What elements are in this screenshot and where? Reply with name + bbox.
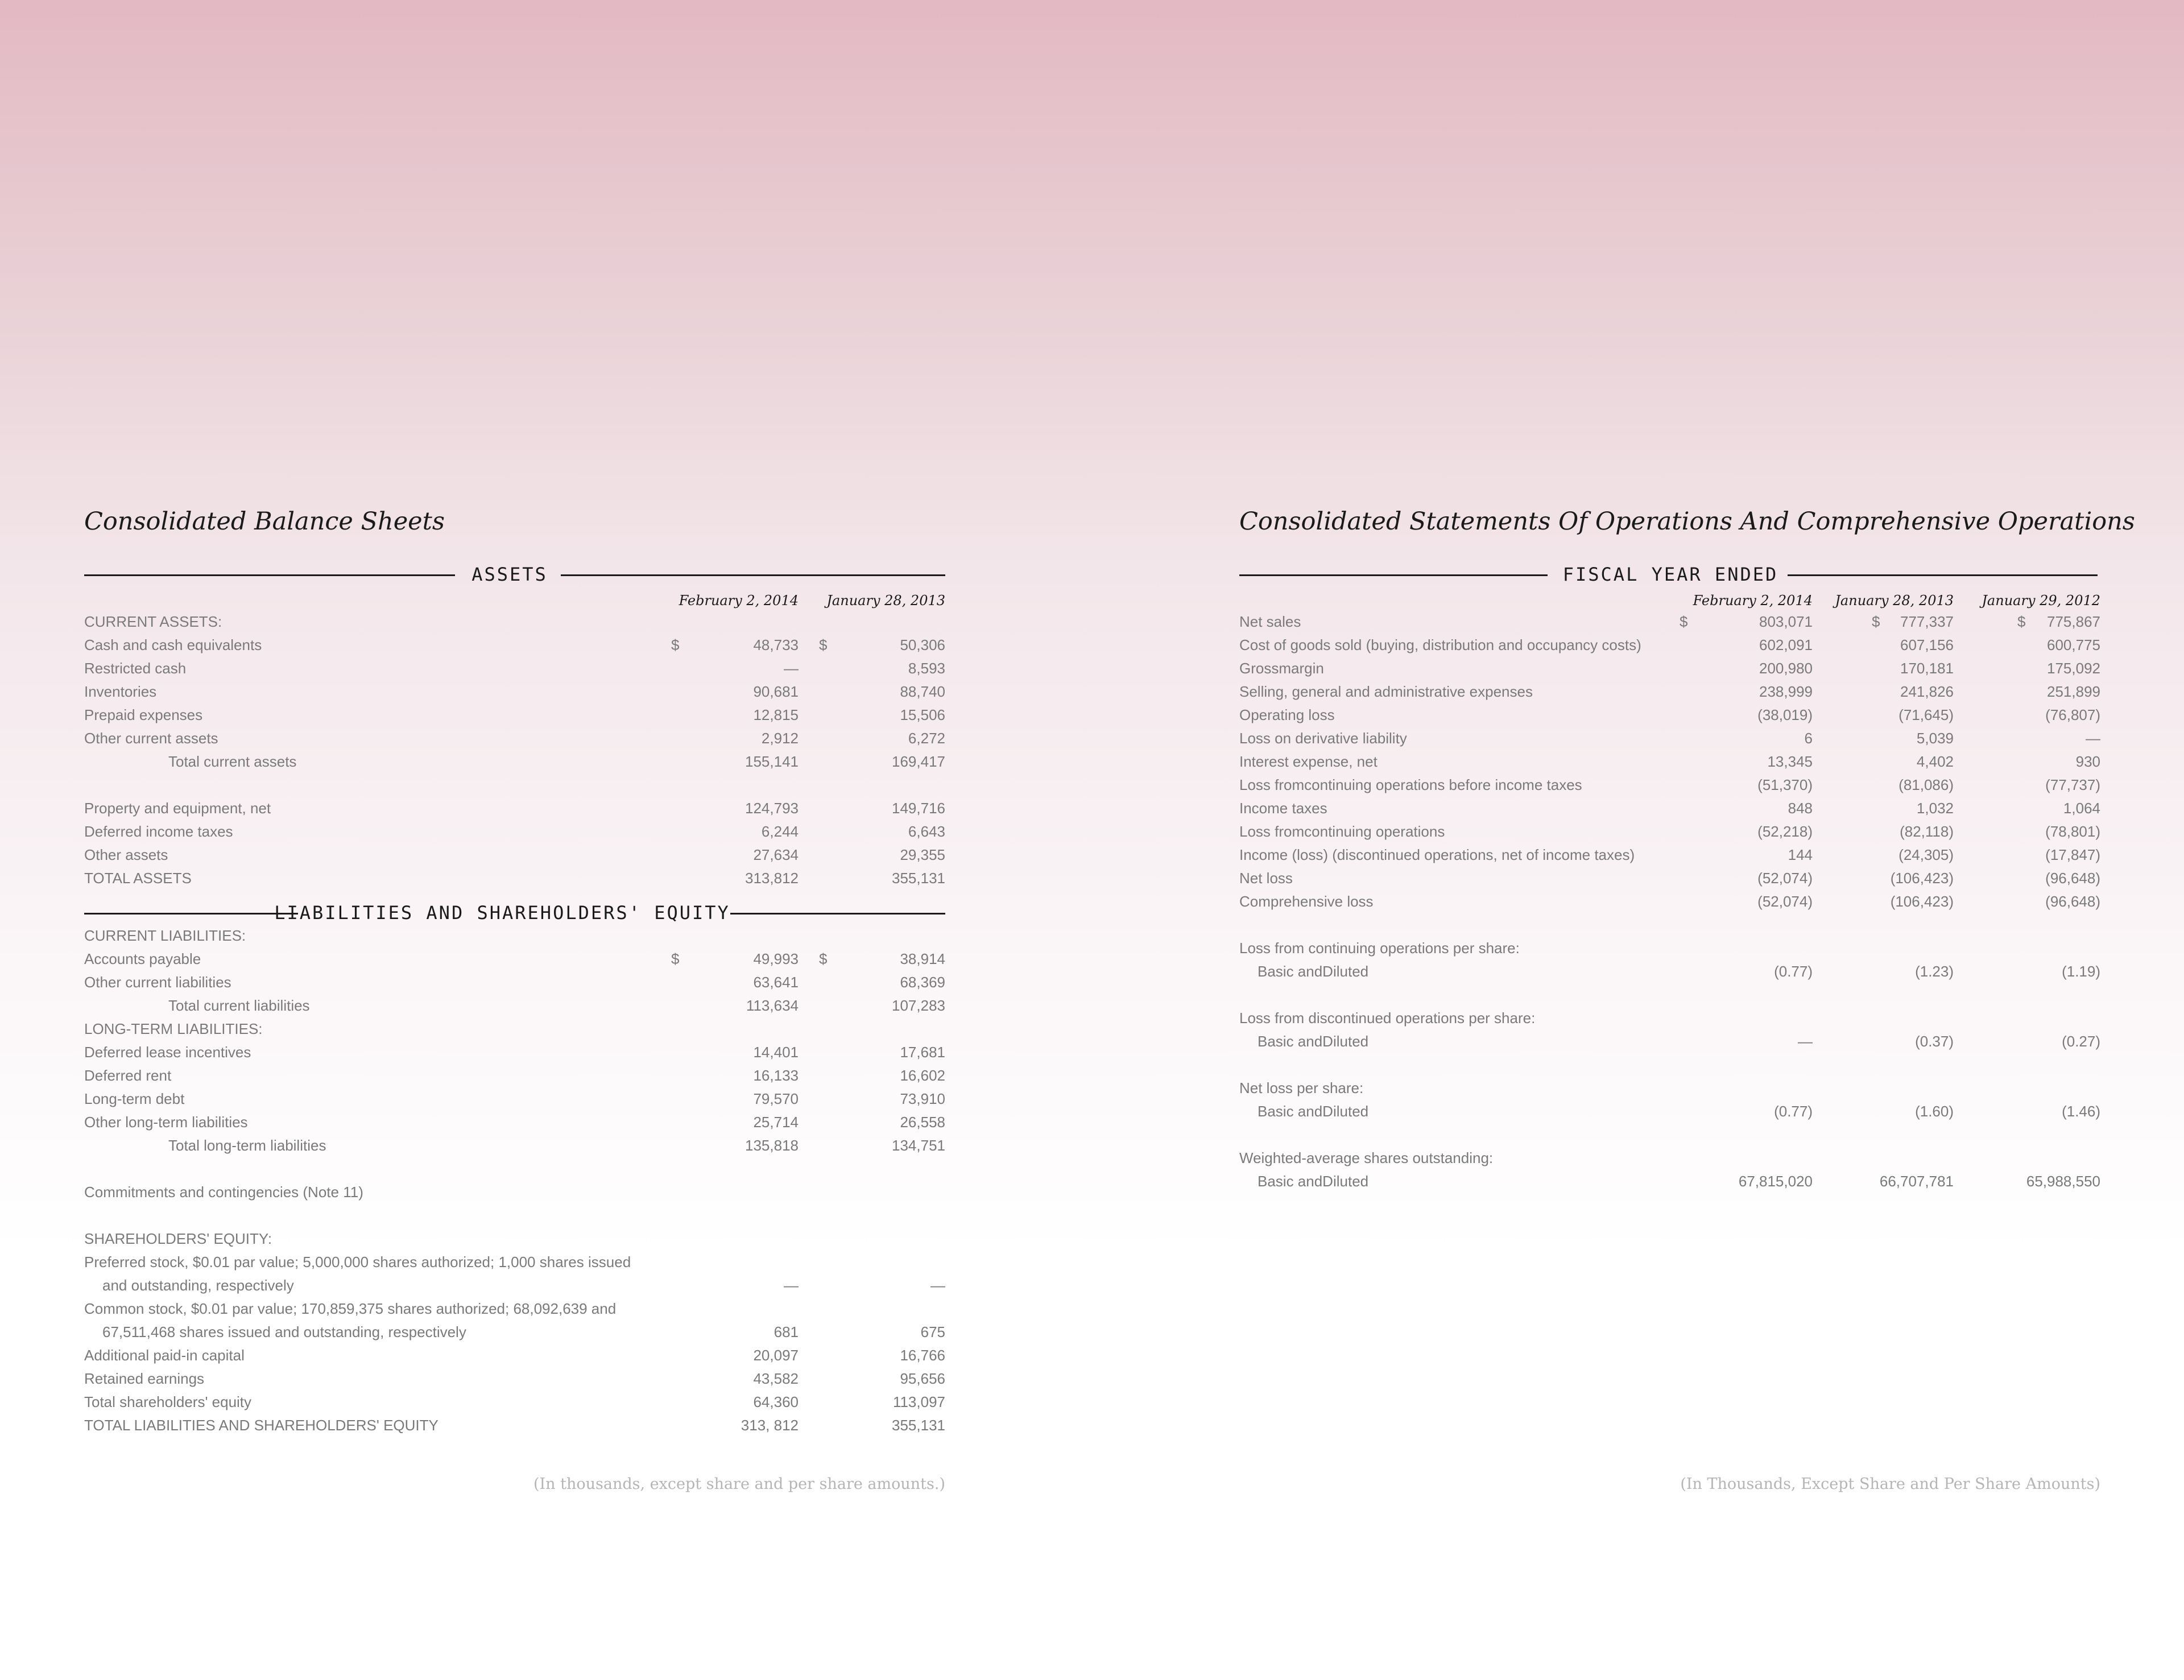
row-label: Loss from continuing operations per share: [1239, 940, 1520, 957]
row-label: Cost of goods sold (buying, distribution and occupancy costs) [1239, 636, 1641, 653]
value-2014: 602,091 [1759, 636, 1813, 653]
value-2014: 135,818 [745, 1137, 799, 1154]
table-row [1239, 820, 2100, 843]
row-label: Total current liabilities [168, 997, 310, 1014]
value-2014: 63,641 [753, 974, 799, 991]
value-2013: 149,716 [892, 800, 945, 817]
rule-right [730, 913, 945, 915]
section-label: LIABILITIES AND SHAREHOLDERS' EQUITY [274, 902, 730, 924]
value-2014: 43,582 [753, 1370, 799, 1387]
table-row [84, 1181, 945, 1204]
currency-symbol: $ [671, 636, 680, 653]
value-2014: (52,074) [1757, 870, 1813, 887]
currency-symbol: $ [1680, 613, 1688, 630]
value-2012: (77,737) [2045, 776, 2100, 793]
table-row [84, 843, 945, 867]
value-2012: (1.46) [2062, 1103, 2100, 1120]
section-label: ASSETS [471, 564, 548, 585]
value-2014: 48,733 [753, 636, 799, 653]
value-2013: 66,707,781 [1879, 1173, 1954, 1190]
value-2014: 848 [1788, 800, 1813, 817]
value-2012: 65,988,550 [2026, 1173, 2100, 1190]
row-label: Selling, general and administrative expenses [1239, 683, 1533, 700]
table-row [1239, 843, 2100, 867]
table-row [84, 971, 945, 994]
value-2013: 675 [920, 1323, 945, 1340]
page-title: Consolidated Balance Sheets [84, 507, 445, 536]
table-row [84, 1321, 945, 1344]
value-2013: 241,826 [1900, 683, 1954, 700]
value-2014: 49,993 [753, 950, 799, 967]
row-label: 67,511,468 shares issued and outstanding, respectively [102, 1323, 466, 1340]
value-2014: 14,401 [753, 1044, 799, 1061]
row-label: Weighted-average shares outstanding: [1239, 1149, 1494, 1166]
value-2013: (82,118) [1900, 823, 1954, 840]
table-row [84, 634, 945, 657]
value-2014: 124,793 [745, 800, 799, 817]
table-row [84, 1367, 945, 1391]
table-row [1239, 634, 2100, 657]
value-2014: 13,345 [1767, 753, 1813, 770]
value-2013: 16,766 [900, 1347, 945, 1364]
value-2013: 777,337 [1900, 613, 1954, 630]
column-header-2013: January 28, 2013 [826, 593, 945, 609]
table-row [84, 1087, 945, 1111]
value-2014: (52,074) [1757, 893, 1813, 910]
value-2013: 607,156 [1900, 636, 1954, 653]
row-label: Cash and cash equivalents [84, 636, 262, 653]
value-2014: — [784, 660, 799, 677]
footnote: (In thousands, except share and per share amounts.) [533, 1475, 945, 1493]
value-2013: (81,086) [1898, 776, 1954, 793]
value-2012: 1,064 [2063, 800, 2100, 817]
row-label: Additional paid-in capital [84, 1347, 245, 1364]
row-label: SHAREHOLDERS' EQUITY: [84, 1230, 272, 1247]
table-row [84, 1344, 945, 1367]
row-label: Income taxes [1239, 800, 1327, 817]
value-2013: 73,910 [900, 1090, 945, 1107]
row-label: Interest expense, net [1239, 753, 1378, 770]
value-2013: — [930, 1277, 945, 1294]
value-2014: 16,133 [753, 1067, 799, 1084]
table-row [1239, 1147, 2100, 1170]
table-row [84, 994, 945, 1017]
rule-left [1239, 574, 1548, 576]
column-header-2012: January 29, 2012 [1982, 593, 2100, 609]
table-row [1239, 773, 2100, 797]
row-label: Deferred income taxes [84, 823, 233, 840]
value-2013: 355,131 [892, 1417, 945, 1434]
value-2012: (78,801) [2045, 823, 2100, 840]
value-2014: 681 [774, 1323, 799, 1340]
value-2014: 20,097 [753, 1347, 799, 1364]
table-row [84, 867, 945, 890]
row-label: Total long-term liabilities [168, 1137, 326, 1154]
value-2014: 313,812 [745, 870, 799, 887]
row-label: Property and equipment, net [84, 800, 271, 817]
row-label: LONG-TERM LIABILITIES: [84, 1020, 263, 1037]
value-2014: 803,071 [1759, 613, 1813, 630]
value-2013: (106,423) [1890, 893, 1954, 910]
value-2012: (96,648) [2045, 893, 2100, 910]
table-row [84, 680, 945, 704]
value-2012: — [2086, 730, 2100, 747]
row-label: Income (loss) (discontinued operations, net of income taxes) [1239, 846, 1635, 863]
table-row [84, 750, 945, 773]
table-row [84, 610, 945, 634]
row-label: Common stock, $0.01 par value; 170,859,375 shares authorized; 68,092,639 and [84, 1300, 617, 1317]
currency-symbol: $ [671, 950, 680, 967]
row-label: Prepaid expenses [84, 706, 203, 723]
table-row [84, 727, 945, 750]
row-label: Loss on derivative liability [1239, 730, 1407, 747]
value-2012: 600,775 [2047, 636, 2100, 653]
value-2013: (24,305) [1898, 846, 1954, 863]
value-2014: 79,570 [753, 1090, 799, 1107]
row-label: TOTAL ASSETS [84, 870, 192, 887]
row-label: Restricted cash [84, 660, 187, 677]
table-row [1239, 704, 2100, 727]
value-2013: 95,656 [900, 1370, 945, 1387]
value-2012: 930 [2075, 753, 2100, 770]
value-2013: 15,506 [900, 706, 945, 723]
page-title: Consolidated Statements Of Operations And Comprehensive Operations [1239, 507, 2135, 536]
row-label: Loss fromcontinuing operations [1239, 823, 1445, 840]
row-label: Net loss [1239, 870, 1293, 887]
row-label: Net loss per share: [1239, 1079, 1364, 1096]
value-2013: 68,369 [900, 974, 945, 991]
footnote: (In Thousands, Except Share and Per Share Amounts) [1680, 1475, 2100, 1493]
row-label: Total shareholders' equity [84, 1393, 252, 1410]
row-label: Operating loss [1239, 706, 1335, 723]
currency-symbol: $ [819, 950, 828, 967]
row-label: Retained earnings [84, 1370, 205, 1387]
value-2014: 64,360 [753, 1393, 799, 1410]
table-row [84, 924, 945, 947]
table-row [84, 1274, 945, 1297]
table-row [84, 947, 945, 971]
table-row [84, 1134, 945, 1157]
value-2013: 134,751 [892, 1137, 945, 1154]
row-label: TOTAL LIABILITIES AND SHAREHOLDERS' EQUITY [84, 1417, 439, 1434]
row-label: Basic andDiluted [1258, 1033, 1369, 1050]
row-label: Other assets [84, 846, 168, 863]
rule-left [84, 574, 455, 576]
value-2014: 6,244 [761, 823, 799, 840]
rule-right [1788, 574, 2098, 576]
table-row [1239, 750, 2100, 773]
value-2014: 238,999 [1759, 683, 1813, 700]
column-header-2014: February 2, 2014 [679, 593, 799, 609]
table-row [84, 1227, 945, 1251]
row-label: Total current assets [168, 753, 297, 770]
column-header-2014: February 2, 2014 [1693, 593, 1813, 609]
value-2012: (0.27) [2062, 1033, 2100, 1050]
value-2013: 29,355 [900, 846, 945, 863]
value-2013: 355,131 [892, 870, 945, 887]
table-row [1239, 610, 2100, 634]
table-row [84, 1391, 945, 1414]
fiscal-year-header [1239, 563, 2100, 586]
value-2014: 155,141 [745, 753, 799, 770]
table-row [84, 797, 945, 820]
table-row [1239, 797, 2100, 820]
value-2012: 775,867 [2047, 613, 2100, 630]
table-row [1239, 1007, 2100, 1030]
table-row [1239, 1100, 2100, 1123]
row-label: Preferred stock, $0.01 par value; 5,000,000 shares authorized; 1,000 shares issued [84, 1253, 631, 1271]
row-label: Long-term debt [84, 1090, 185, 1107]
row-label: Loss from discontinued operations per share: [1239, 1009, 1536, 1027]
table-row [84, 1111, 945, 1134]
table-row [84, 1064, 945, 1087]
value-2014: 200,980 [1759, 660, 1813, 677]
value-2014: (51,370) [1757, 776, 1813, 793]
value-2013: (71,645) [1898, 706, 1954, 723]
row-label: Other long-term liabilities [84, 1114, 248, 1131]
table-row [1239, 680, 2100, 704]
value-2013: (1.23) [1915, 963, 1954, 980]
value-2014: (0.77) [1774, 1103, 1813, 1120]
value-2013: 5,039 [1916, 730, 1954, 747]
rule-left [84, 913, 298, 915]
table-row [1239, 937, 2100, 960]
value-2012: 251,899 [2047, 683, 2100, 700]
table-row [1239, 1170, 2100, 1193]
row-label: Commitments and contingencies (Note 11) [84, 1184, 363, 1201]
section-label: FISCAL YEAR ENDED [1562, 564, 1778, 585]
row-label: Deferred lease incentives [84, 1044, 251, 1061]
table-row [84, 1017, 945, 1041]
value-2014: 90,681 [753, 683, 799, 700]
table-row [1239, 727, 2100, 750]
value-2012: (1.19) [2062, 963, 2100, 980]
table-row [1239, 1030, 2100, 1053]
value-2013: 4,402 [1916, 753, 1954, 770]
value-2012: 175,092 [2047, 660, 2100, 677]
value-2012: (96,648) [2045, 870, 2100, 887]
value-2014: 27,634 [753, 846, 799, 863]
row-label: Other current assets [84, 730, 218, 747]
value-2014: 12,815 [753, 706, 799, 723]
table-row [1239, 960, 2100, 983]
value-2014: (52,218) [1757, 823, 1813, 840]
table-row [84, 657, 945, 680]
value-2013: 26,558 [900, 1114, 945, 1131]
value-2013: 169,417 [892, 753, 945, 770]
value-2014: 313, 812 [741, 1417, 799, 1434]
value-2013: (1.60) [1915, 1103, 1954, 1120]
table-row [1239, 1077, 2100, 1100]
value-2013: 1,032 [1916, 800, 1954, 817]
table-row [1239, 867, 2100, 890]
table-row [84, 820, 945, 843]
currency-symbol: $ [2017, 613, 2026, 630]
value-2013: 16,602 [900, 1067, 945, 1084]
value-2013: 107,283 [892, 997, 945, 1014]
value-2012: (76,807) [2045, 706, 2100, 723]
row-label: Other current liabilities [84, 974, 231, 991]
table-row [1239, 657, 2100, 680]
value-2013: 38,914 [900, 950, 945, 967]
row-label: Basic andDiluted [1258, 1173, 1369, 1190]
row-label: CURRENT LIABILITIES: [84, 927, 246, 944]
rule-right [561, 574, 945, 576]
row-label: Basic andDiluted [1258, 963, 1369, 980]
value-2013: (0.37) [1915, 1033, 1954, 1050]
table-row [84, 1041, 945, 1064]
value-2013: 88,740 [900, 683, 945, 700]
row-label: Loss fromcontinuing operations before income taxes [1239, 776, 1582, 793]
assets-section-header [84, 563, 945, 586]
row-label: Grossmargin [1239, 660, 1324, 677]
value-2013: 6,643 [908, 823, 945, 840]
table-row [84, 1297, 945, 1321]
value-2013: 113,097 [892, 1393, 945, 1410]
value-2014: — [784, 1277, 799, 1294]
value-2014: 144 [1788, 846, 1813, 863]
currency-symbol: $ [819, 636, 828, 653]
value-2013: 50,306 [900, 636, 945, 653]
value-2013: 170,181 [1900, 660, 1954, 677]
column-header-2013: January 28, 2013 [1835, 593, 1954, 609]
row-label: Net sales [1239, 613, 1301, 630]
value-2014: (0.77) [1774, 963, 1813, 980]
value-2014: 2,912 [761, 730, 799, 747]
table-row [1239, 890, 2100, 913]
table-row [84, 704, 945, 727]
row-label: and outstanding, respectively [102, 1277, 294, 1294]
table-row [84, 1414, 945, 1437]
value-2012: (17,847) [2045, 846, 2100, 863]
liabilities-section-header [84, 901, 945, 924]
table-row [84, 1251, 945, 1274]
currency-symbol: $ [1872, 613, 1880, 630]
value-2013: 6,272 [908, 730, 945, 747]
row-label: Inventories [84, 683, 157, 700]
value-2014: 67,815,020 [1738, 1173, 1813, 1190]
value-2013: 17,681 [900, 1044, 945, 1061]
row-label: CURRENT ASSETS: [84, 613, 222, 630]
row-label: Basic andDiluted [1258, 1103, 1369, 1120]
value-2013: (106,423) [1890, 870, 1954, 887]
value-2014: 6 [1804, 730, 1813, 747]
value-2014: 113,634 [746, 997, 799, 1014]
row-label: Comprehensive loss [1239, 893, 1374, 910]
value-2014: 25,714 [753, 1114, 799, 1131]
row-label: Deferred rent [84, 1067, 172, 1084]
value-2014: — [1798, 1033, 1813, 1050]
value-2014: (38,019) [1757, 706, 1813, 723]
value-2013: 8,593 [908, 660, 945, 677]
row-label: Accounts payable [84, 950, 201, 967]
